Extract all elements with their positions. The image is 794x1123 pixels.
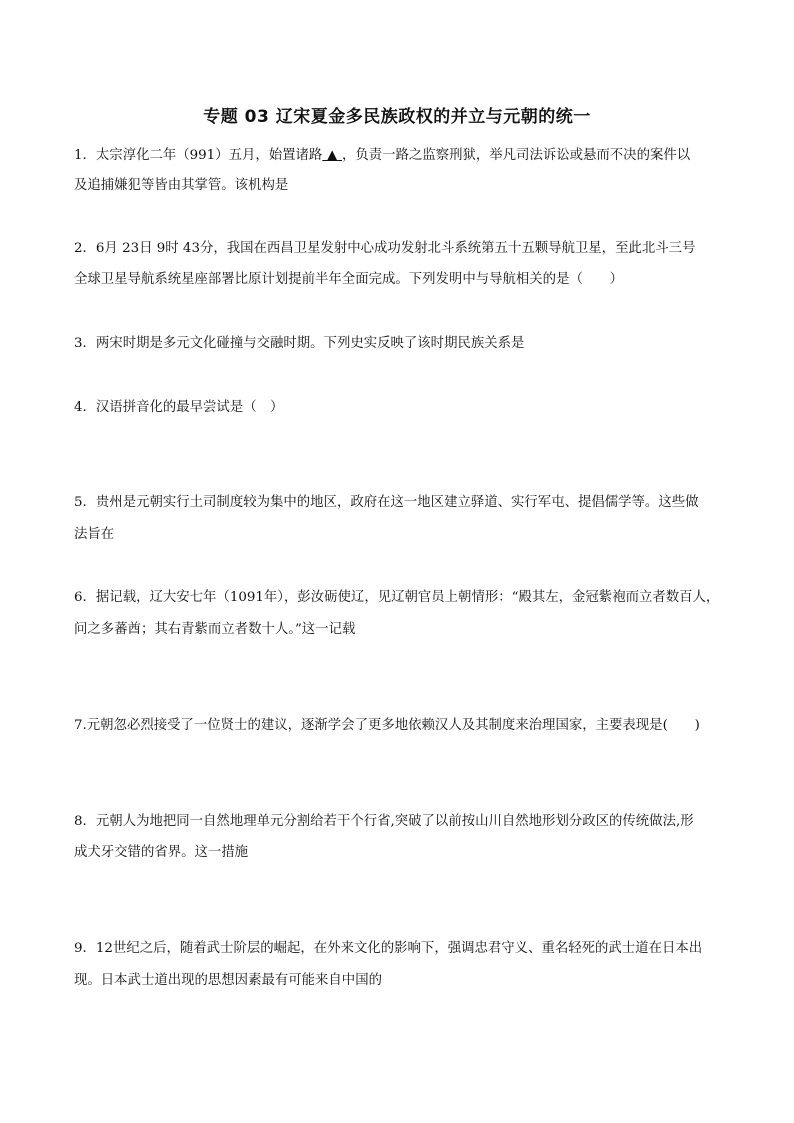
question-6-line-1: 6．据记载，辽大安七年（1091年），彭汝砺使辽，见辽朝官员上朝情形：“殿其左，金冠紫袍而立者数百人， [74,590,720,605]
question-9-line-1: 9．12世纪之后，随着武士阶层的崛起，在外来文化的影响下，强调忠君守义、重名轻死的武士道在日本出 [74,941,703,956]
page-title: 专题 03 辽宋夏金多民族政权的并立与元朝的统一 [203,107,591,127]
question-3-line-1: 3．两宋时期是多元文化碰撞与交融时期。下列史实反映了该时期民族关系是 [74,336,525,351]
question-9-line-2: 现。日本武士道出现的思想因素最有可能来自中国的 [74,973,382,988]
question-2-line-1: 2．6月 23日 9时 43分，我国在西昌卫星发射中心成功发射北斗系统第五十五颗导航卫星，至此北斗三号 [74,241,696,256]
question-6-line-2: 问之多蕃酋；其右青紫而立者数十人。”这一记载 [74,622,356,637]
question-1-line-2: 及追捕嫌犯等皆由其掌管。该机构是 [74,178,289,193]
question-1-line-1: 1．太宗淳化二年（991）五月，始置诸路 ▲ ，负责一路之监察刑狱，举凡司法诉讼或悬而不决的案件以 [74,147,691,163]
question-4-line-1: 4．汉语拼音化的最早尝试是（ ） [74,400,284,415]
question-5-line-2: 法旨在 [74,527,115,542]
question-7-line-1: 7.元朝忽必烈接受了一位贤士的建议，逐渐学会了更多地依赖汉人及其制度来治理国家，主要表现是( ) [74,718,700,733]
question-8-line-2: 成犬牙交错的省界。这一措施 [74,845,249,860]
question-2-line-2: 全球卫星导航系统星座部署比原计划提前半年全面完成。下列发明中与导航相关的是（ ） [74,272,624,287]
answer-blank: ▲ [327,147,338,163]
question-8-line-1: 8．元朝人为地把同一自然地理单元分割给若干个行省,突破了以前按山川自然地形划分政区的传统做法,形 [74,814,694,829]
question-5-line-1: 5．贵州是元朝实行土司制度较为集中的地区，政府在这一地区建立驿道、实行军屯、提倡儒学等。这些做 [74,495,699,510]
